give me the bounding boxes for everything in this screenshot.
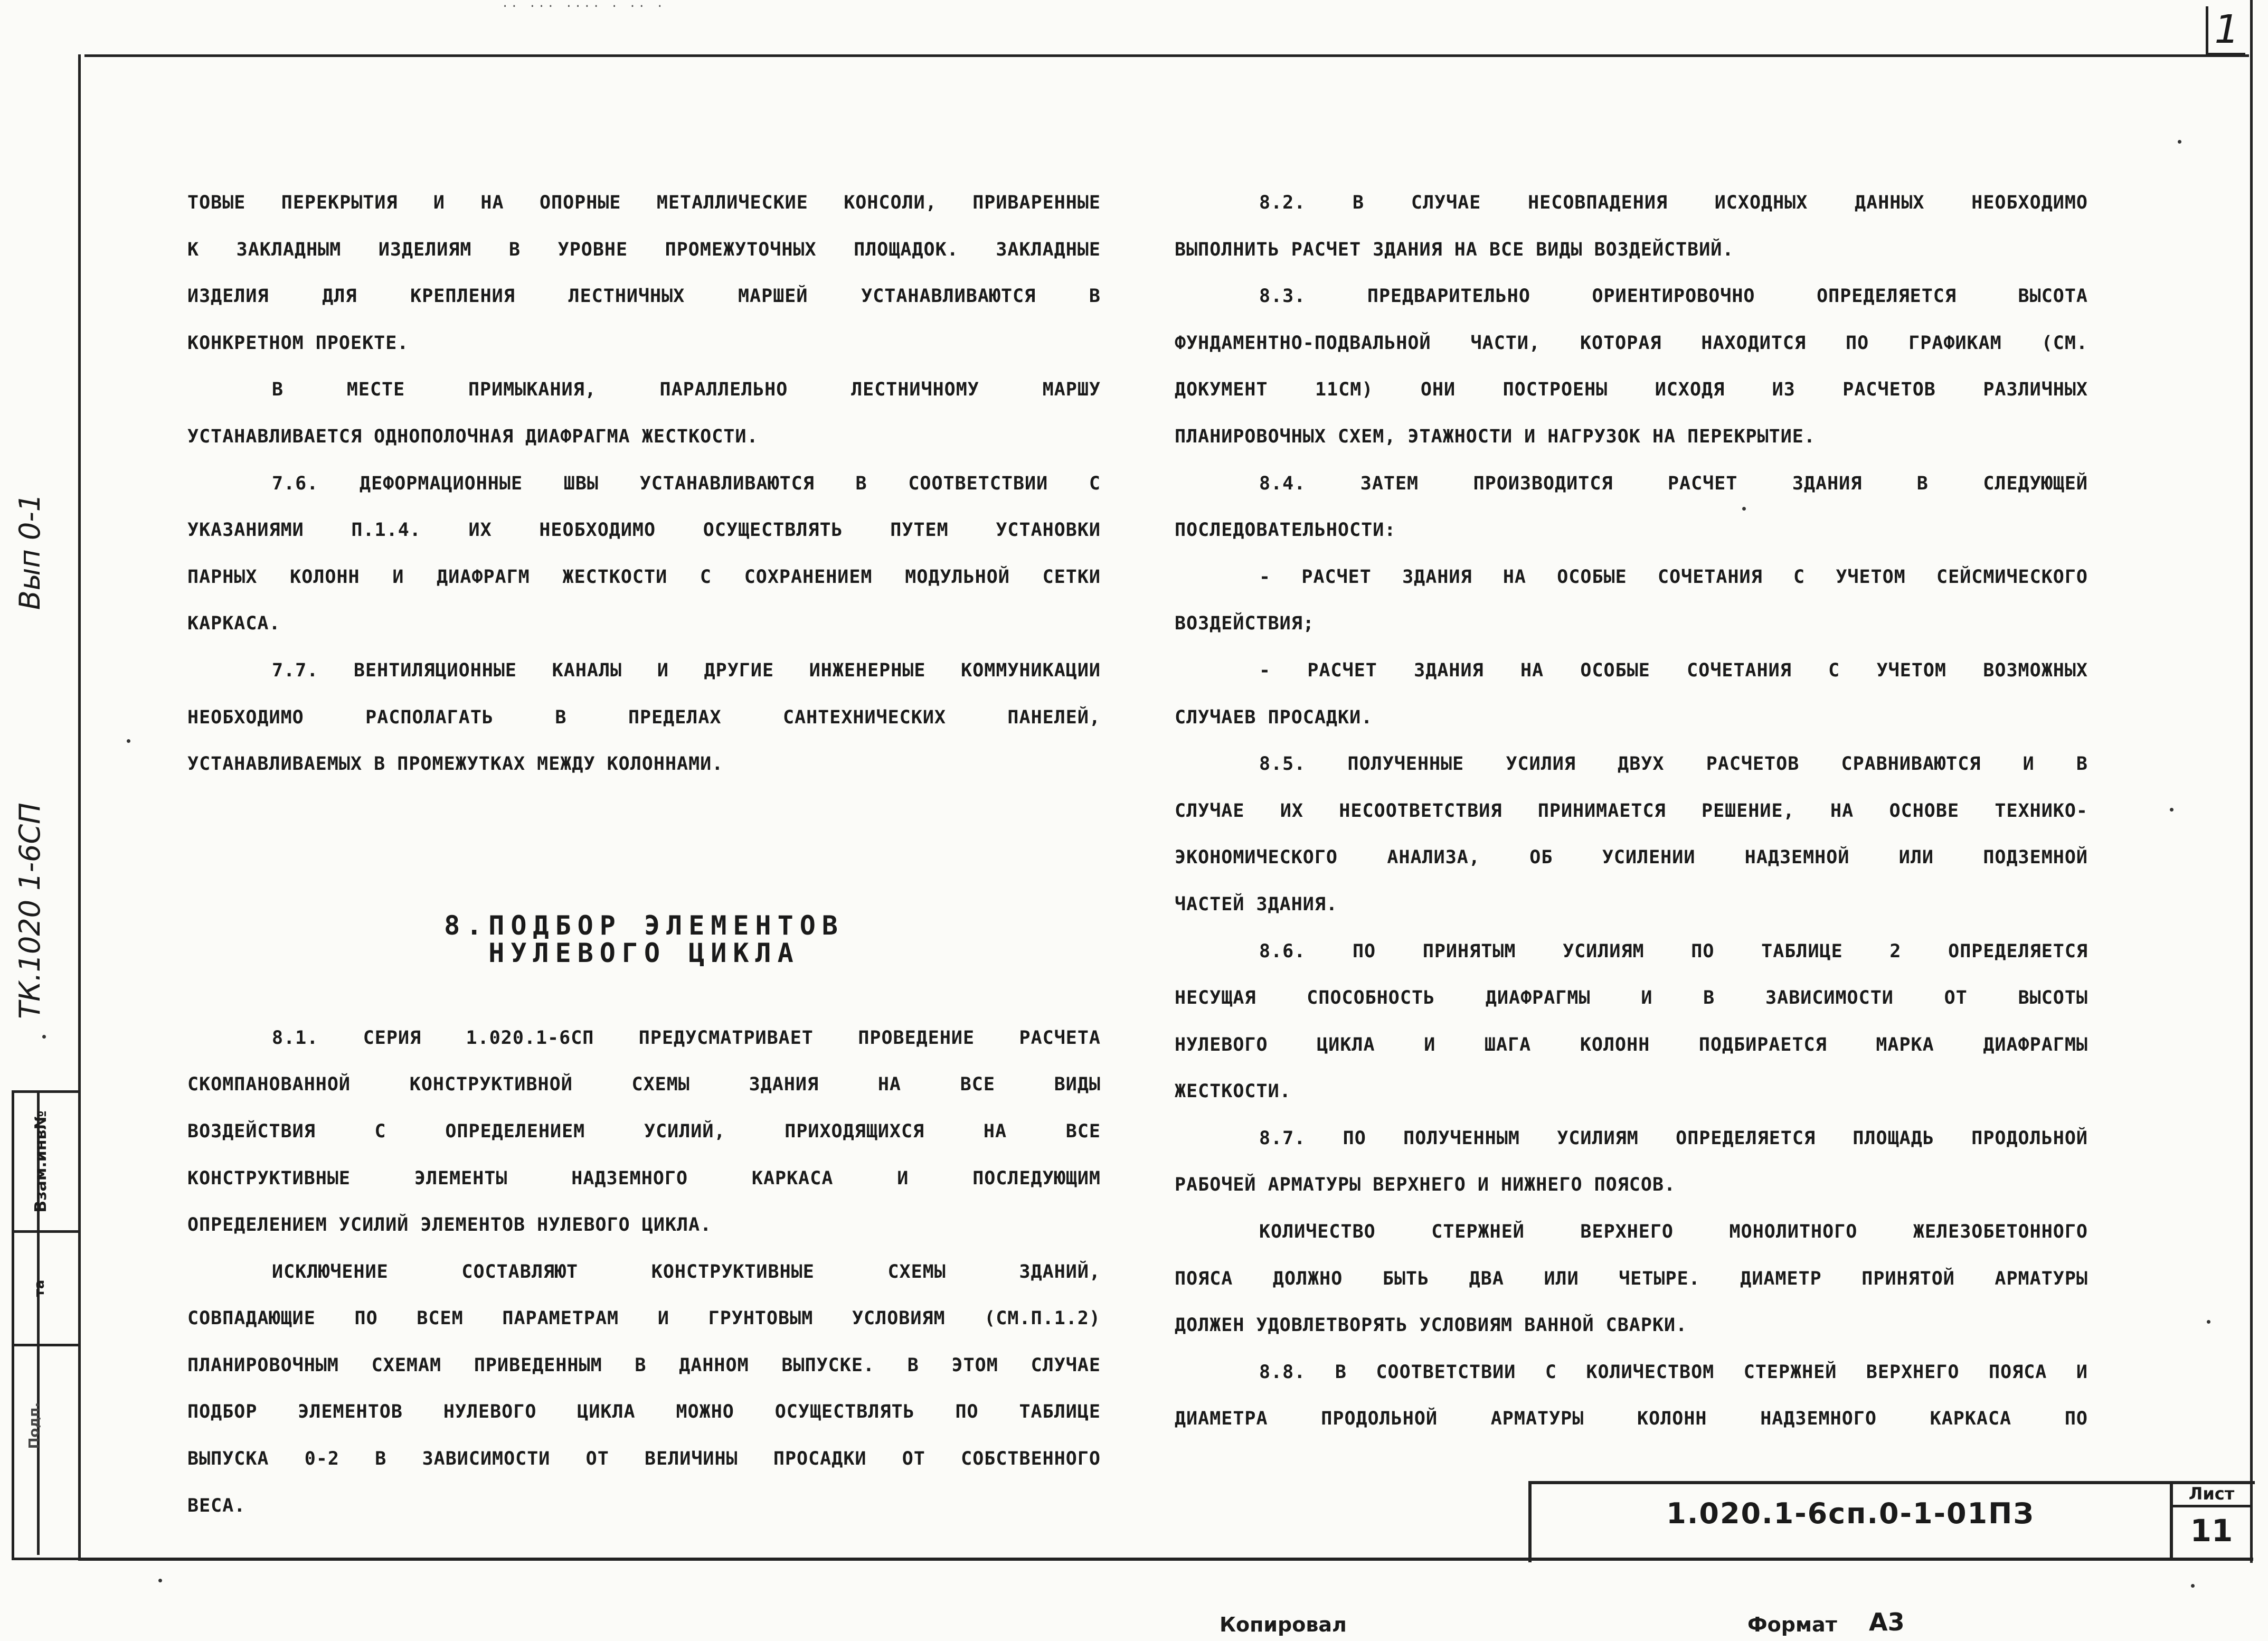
text-line: УСТАНАВЛИВАЕТСЯ ОДНОПОЛОЧНАЯ ДИАФРАГМА ЖЕСТКОСТИ. (187, 426, 759, 447)
text-line: 8.6. ПО ПРИНЯТЫМ УСИЛИЯМ ПО ТАБЛИЦЕ 2 ОПРЕДЕЛЯЕТСЯ (1259, 940, 2088, 962)
text-line: ПЛАНИРОВОЧНЫМ СХЕМАМ ПРИВЕДЕННЫМ В ДАННОМ ВЫПУСКЕ. В ЭТОМ СЛУЧАЕ (187, 1354, 1101, 1376)
text-line: ВЫПУСКА 0-2 В ЗАВИСИМОСТИ ОТ ВЕЛИЧИНЫ ПРОСАДКИ ОТ СОБСТВЕННОГО (187, 1448, 1101, 1470)
side-label-series: ТК.1020 1-6СП (13, 803, 46, 1019)
stamp-cell-date: та (32, 1279, 48, 1297)
footer-copied-label: Копировал (1220, 1613, 1347, 1636)
scan-speck (1742, 507, 1746, 511)
text-line: ПЛАНИРОВОЧНЫХ СХЕМ, ЭТАЖНОСТИ И НАГРУЗОК НА ПЕРЕКРЫТИЕ. (1175, 426, 1816, 447)
stamp-cell-signature: Подп. (26, 1402, 42, 1449)
footer-format-label: Формат (1747, 1613, 1837, 1636)
text-line: ПОЯСА ДОЛЖНО БЫТЬ ДВА ИЛИ ЧЕТЫРЕ. ДИАМЕТР ПРИНЯТОЙ АРМАТУРЫ (1175, 1268, 2088, 1289)
text-line: 8.3. ПРЕДВАРИТЕЛЬНО ОРИЕНТИРОВОЧНО ОПРЕДЕЛЯЕТСЯ ВЫСОТА (1259, 286, 2088, 307)
scan-speck (42, 1035, 46, 1039)
text-line: РАБОЧЕЙ АРМАТУРЫ ВЕРХНЕГО И НИЖНЕГО ПОЯСОВ. (1175, 1174, 1676, 1196)
section-heading (187, 788, 1101, 1015)
stamp-divider (12, 1230, 78, 1233)
text-line: ПОДБОР ЭЛЕМЕНТОВ НУЛЕВОГО ЦИКЛА МОЖНО ОСУЩЕСТВЛЯТЬ ПО ТАБЛИЦЕ (187, 1401, 1101, 1423)
heading-line-2: НУЛЕВОГО ЦИКЛА (488, 937, 800, 968)
side-label-vypusk: Вып 0-1 (13, 493, 46, 610)
scan-speck (2170, 808, 2174, 812)
sheet-label: Лист (2188, 1484, 2235, 1504)
text-line: ВЫПОЛНИТЬ РАСЧЕТ ЗДАНИЯ НА ВСЕ ВИДЫ ВОЗДЕЙСТВИЙ. (1175, 239, 1734, 260)
frame-right-border (2250, 0, 2253, 1563)
scan-speck (158, 1579, 162, 1582)
text-line: ФУНДАМЕНТНО-ПОДВАЛЬНОЙ ЧАСТИ, КОТОРАЯ НАХОДИТСЯ ПО ГРАФИКАМ (СМ. (1175, 332, 2088, 354)
text-line: ИСКЛЮЧЕНИЕ СОСТАВЛЯЮТ КОНСТРУКТИВНЫЕ СХЕМЫ ЗДАНИЙ, (272, 1261, 1101, 1282)
text-line: ИЗДЕЛИЯ ДЛЯ КРЕПЛЕНИЯ ЛЕСТНИЧНЫХ МАРШЕЙ УСТАНАВЛИВАЮТСЯ В (187, 286, 1101, 307)
left-text-column (187, 180, 1101, 1529)
text-line: 8.1. СЕРИЯ 1.020.1-6СП ПРЕДУСМАТРИВАЕТ ПРОВЕДЕНИЕ РАСЧЕТА (272, 1027, 1101, 1049)
text-line: 7.6. ДЕФОРМАЦИОННЫЕ ШВЫ УСТАНАВЛИВАЮТСЯ В СООТВЕТСТВИИ С (272, 473, 1101, 494)
text-line: ОПРЕДЕЛЕНИЕМ УСИЛИЙ ЭЛЕМЕНТОВ НУЛЕВОГО ЦИКЛА. (187, 1214, 712, 1236)
text-line: ДОЛЖЕН УДОВЛЕТВОРЯТЬ УСЛОВИЯМ ВАННОЙ СВАРКИ. (1175, 1315, 1688, 1336)
document-code: 1.020.1-6сп.0-1-01ПЗ (1666, 1497, 2035, 1530)
text-line: НЕСУЩАЯ СПОСОБНОСТЬ ДИАФРАГМЫ И В ЗАВИСИМОСТИ ОТ ВЫСОТЫ (1175, 987, 2088, 1009)
text-line: ЖЕСТКОСТИ. (1175, 1081, 1291, 1102)
text-line: КОНСТРУКТИВНЫЕ ЭЛЕМЕНТЫ НАДЗЕМНОГО КАРКАСА И ПОСЛЕДУЮЩИМ (187, 1167, 1101, 1189)
text-line: КОЛИЧЕСТВО СТЕРЖНЕЙ ВЕРХНЕГО МОНОЛИТНОГО ЖЕЛЕЗОБЕТОННОГО (1259, 1221, 2088, 1243)
text-line: НЕОБХОДИМО РАСПОЛАГАТЬ В ПРЕДЕЛАХ САНТЕХНИЧЕСКИХ ПАНЕЛЕЙ, (187, 706, 1101, 728)
text-line: ДОКУМЕНТ 11СМ) ОНИ ПОСТРОЕНЫ ИСХОДЯ ИЗ РАСЧЕТОВ РАЗЛИЧНЫХ (1175, 379, 2088, 401)
text-line: ДИАМЕТРА ПРОДОЛЬНОЙ АРМАТУРЫ КОЛОНН НАДЗЕМНОГО КАРКАСА ПО (1175, 1408, 2088, 1430)
text-line: 7.7. ВЕНТИЛЯЦИОННЫЕ КАНАЛЫ И ДРУГИЕ ИНЖЕНЕРНЫЕ КОММУНИКАЦИИ (272, 659, 1101, 681)
scan-speck (2178, 140, 2181, 144)
text-line: СОВПАДАЮЩИЕ ПО ВСЕМ ПАРАМЕТРАМ И ГРУНТОВЫМ УСЛОВИЯМ (СМ.П.1.2) (187, 1308, 1101, 1329)
frame-top-border (84, 54, 2249, 57)
text-line: ТОВЫЕ ПЕРЕКРЫТИЯ И НА ОПОРНЫЕ МЕТАЛЛИЧЕСКИЕ КОНСОЛИ, ПРИВАРЕННЫЕ (187, 192, 1101, 213)
text-line: КАРКАСА. (187, 613, 281, 635)
text-line: СЛУЧАЕ ИХ НЕСООТВЕТСТВИЯ ПРИНИМАЕТСЯ РЕШЕНИЕ, НА ОСНОВЕ ТЕХНИКО- (1175, 800, 2088, 822)
text-line: 8.2. В СЛУЧАЕ НЕСОВПАДЕНИЯ ИСХОДНЫХ ДАННЫХ НЕОБХОДИМО (1259, 192, 2088, 213)
scan-speck (2191, 1584, 2195, 1588)
text-line: ЧАСТЕЙ ЗДАНИЯ. (1175, 893, 1338, 915)
text-line: В МЕСТЕ ПРИМЫКАНИЯ, ПАРАЛЛЕЛЬНО ЛЕСТНИЧНОМУ МАРШУ (272, 379, 1101, 401)
text-line: ПОСЛЕДОВАТЕЛЬНОСТИ: (1175, 520, 1396, 541)
top-scribble: ·· ··· ···· · ·· · (502, 0, 666, 7)
stamp-cell-inventory: Взам.инв№ (32, 1110, 50, 1213)
text-line: СКОМПАНОВАННОЙ КОНСТРУКТИВНОЙ СХЕМЫ ЗДАНИЯ НА ВСЕ ВИДЫ (187, 1074, 1101, 1096)
text-line: ВОЗДЕЙСТВИЯ С ОПРЕДЕЛЕНИЕМ УСИЛИЙ, ПРИХОДЯЩИХСЯ НА ВСЕ (187, 1120, 1101, 1142)
text-line: - РАСЧЕТ ЗДАНИЯ НА ОСОБЫЕ СОЧЕТАНИЯ С УЧЕТОМ ВОЗМОЖНЫХ (1259, 659, 2088, 681)
text-line: 8.7. ПО ПОЛУЧЕННЫМ УСИЛИЯМ ОПРЕДЕЛЯЕТСЯ ПЛОЩАДЬ ПРОДОЛЬНОЙ (1259, 1127, 2088, 1149)
text-line: УСТАНАВЛИВАЕМЫХ В ПРОМЕЖУТКАХ МЕЖДУ КОЛОННАМИ. (187, 753, 724, 775)
scan-speck (2207, 1320, 2210, 1324)
text-line: КОНКРЕТНОМ ПРОЕКТЕ. (187, 332, 409, 354)
text-line: ПАРНЫХ КОЛОНН И ДИАФРАГМ ЖЕСТКОСТИ С СОХРАНЕНИЕМ МОДУЛЬНОЙ СЕТКИ (187, 566, 1101, 588)
text-line: - РАСЧЕТ ЗДАНИЯ НА ОСОБЫЕ СОЧЕТАНИЯ С УЧЕТОМ СЕЙСМИЧЕСКОГО (1259, 566, 2088, 588)
text-line: 8.4. ЗАТЕМ ПРОИЗВОДИТСЯ РАСЧЕТ ЗДАНИЯ В СЛЕДУЮЩЕЙ (1259, 473, 2088, 494)
right-text-column (1175, 180, 2088, 1442)
text-line: К ЗАКЛАДНЫМ ИЗДЕЛИЯМ В УРОВНЕ ПРОМЕЖУТОЧНЫХ ПЛОЩАДОК. ЗАКЛАДНЫЕ (187, 239, 1101, 260)
page-corner-number: 1 (2206, 6, 2245, 55)
text-line: ВЕСА. (187, 1495, 246, 1516)
text-line: ЭКОНОМИЧЕСКОГО АНАЛИЗА, ОБ УСИЛЕНИИ НАДЗЕМНОЙ ИЛИ ПОДЗЕМНОЙ (1175, 847, 2088, 869)
text-line: 8.5. ПОЛУЧЕННЫЕ УСИЛИЯ ДВУХ РАСЧЕТОВ СРАВНИВАЮТСЯ И В (1259, 753, 2088, 775)
footer-format-value: А3 (1869, 1608, 1905, 1636)
heading-line-1: 8.ПОДБОР ЭЛЕМЕНТОВ (444, 910, 844, 941)
text-line: СЛУЧАЕВ ПРОСАДКИ. (1175, 706, 1373, 728)
text-line: НУЛЕВОГО ЦИКЛА И ШАГА КОЛОНН ПОДБИРАЕТСЯ МАРКА ДИАФРАГМЫ (1175, 1034, 2088, 1055)
stamp-divider (12, 1344, 78, 1346)
text-line: УКАЗАНИЯМИ П.1.4. ИХ НЕОБХОДИМО ОСУЩЕСТВЛЯТЬ ПУТЕМ УСТАНОВКИ (187, 520, 1101, 541)
scan-speck (127, 739, 130, 743)
text-line: ВОЗДЕЙСТВИЯ; (1175, 613, 1315, 635)
sheet-divider (2173, 1505, 2250, 1507)
sheet-number: 11 (2190, 1513, 2233, 1549)
text-line: 8.8. В СООТВЕТСТВИИ С КОЛИЧЕСТВОМ СТЕРЖНЕЙ ВЕРХНЕГО ПОЯСА И (1259, 1361, 2088, 1383)
